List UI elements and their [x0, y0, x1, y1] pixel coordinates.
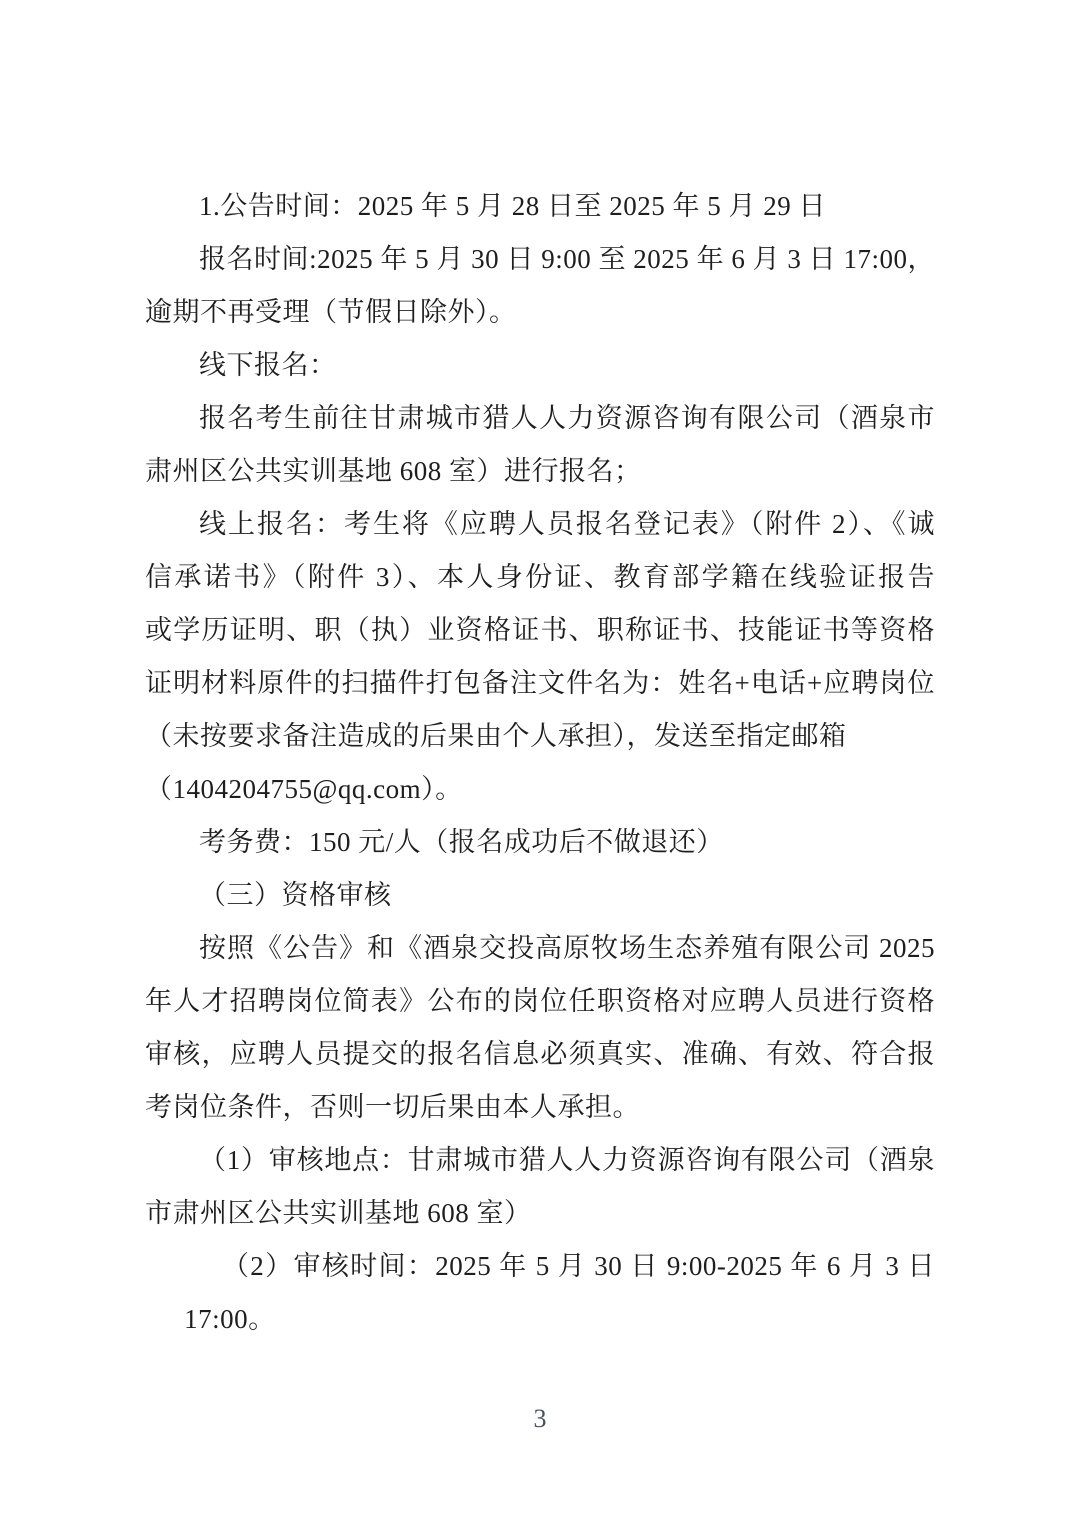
doc-line: （未按要求备注造成的后果由个人承担），发送至指定邮箱	[145, 721, 847, 751]
doc-line: 报名时间:2025 年 5 月 30 日 9:00 至 2025 年 6 月 3 日 17:00，	[199, 244, 935, 274]
doc-line: （2）审核时间：2025 年 5 月 30 日 9:00-2025 年 6 月 3 日	[221, 1251, 935, 1281]
doc-line: 17:00。	[184, 1304, 276, 1334]
doc-line: （1404204755@qq.com）。	[145, 774, 463, 804]
doc-line: （三）资格审核	[199, 880, 392, 910]
doc-line: 逾期不再受理（节假日除外）。	[145, 297, 517, 327]
doc-line: 信承诺书》（附件 3）、本人身份证、教育部学籍在线验证报告	[145, 562, 935, 592]
doc-line: 报名考生前往甘肃城市猎人人力资源咨询有限公司（酒泉市	[199, 403, 935, 433]
doc-line: 线下报名：	[199, 350, 337, 380]
doc-line: 线上报名：考生将《应聘人员报名登记表》（附件 2）、《诚	[199, 509, 935, 539]
doc-line: 年人才招聘岗位简表》公布的岗位任职资格对应聘人员进行资格	[145, 986, 935, 1016]
page-number: 3	[533, 1404, 547, 1433]
doc-line: 肃州区公共实训基地 608 室）进行报名；	[145, 456, 642, 486]
doc-line: 审核，应聘人员提交的报名信息必须真实、准确、有效、符合报	[145, 1039, 935, 1069]
doc-line: 按照《公告》和《酒泉交投高原牧场生态养殖有限公司 2025	[199, 933, 935, 963]
doc-line: 证明材料原件的扫描件打包备注文件名为：姓名+电话+应聘岗位	[145, 668, 935, 698]
document-body	[145, 180, 935, 1346]
doc-line: 1.公告时间：2025 年 5 月 28 日至 2025 年 5 月 29 日	[199, 191, 826, 221]
doc-line: 考务费：150 元/人（报名成功后不做退还）	[199, 827, 724, 857]
doc-line: 考岗位条件，否则一切后果由本人承担。	[145, 1092, 640, 1122]
doc-line: 或学历证明、职（执）业资格证书、职称证书、技能证书等资格	[145, 615, 935, 645]
doc-line: 市肃州区公共实训基地 608 室）	[145, 1198, 532, 1228]
doc-line: （1）审核地点：甘肃城市猎人人力资源咨询有限公司（酒泉	[199, 1145, 935, 1175]
